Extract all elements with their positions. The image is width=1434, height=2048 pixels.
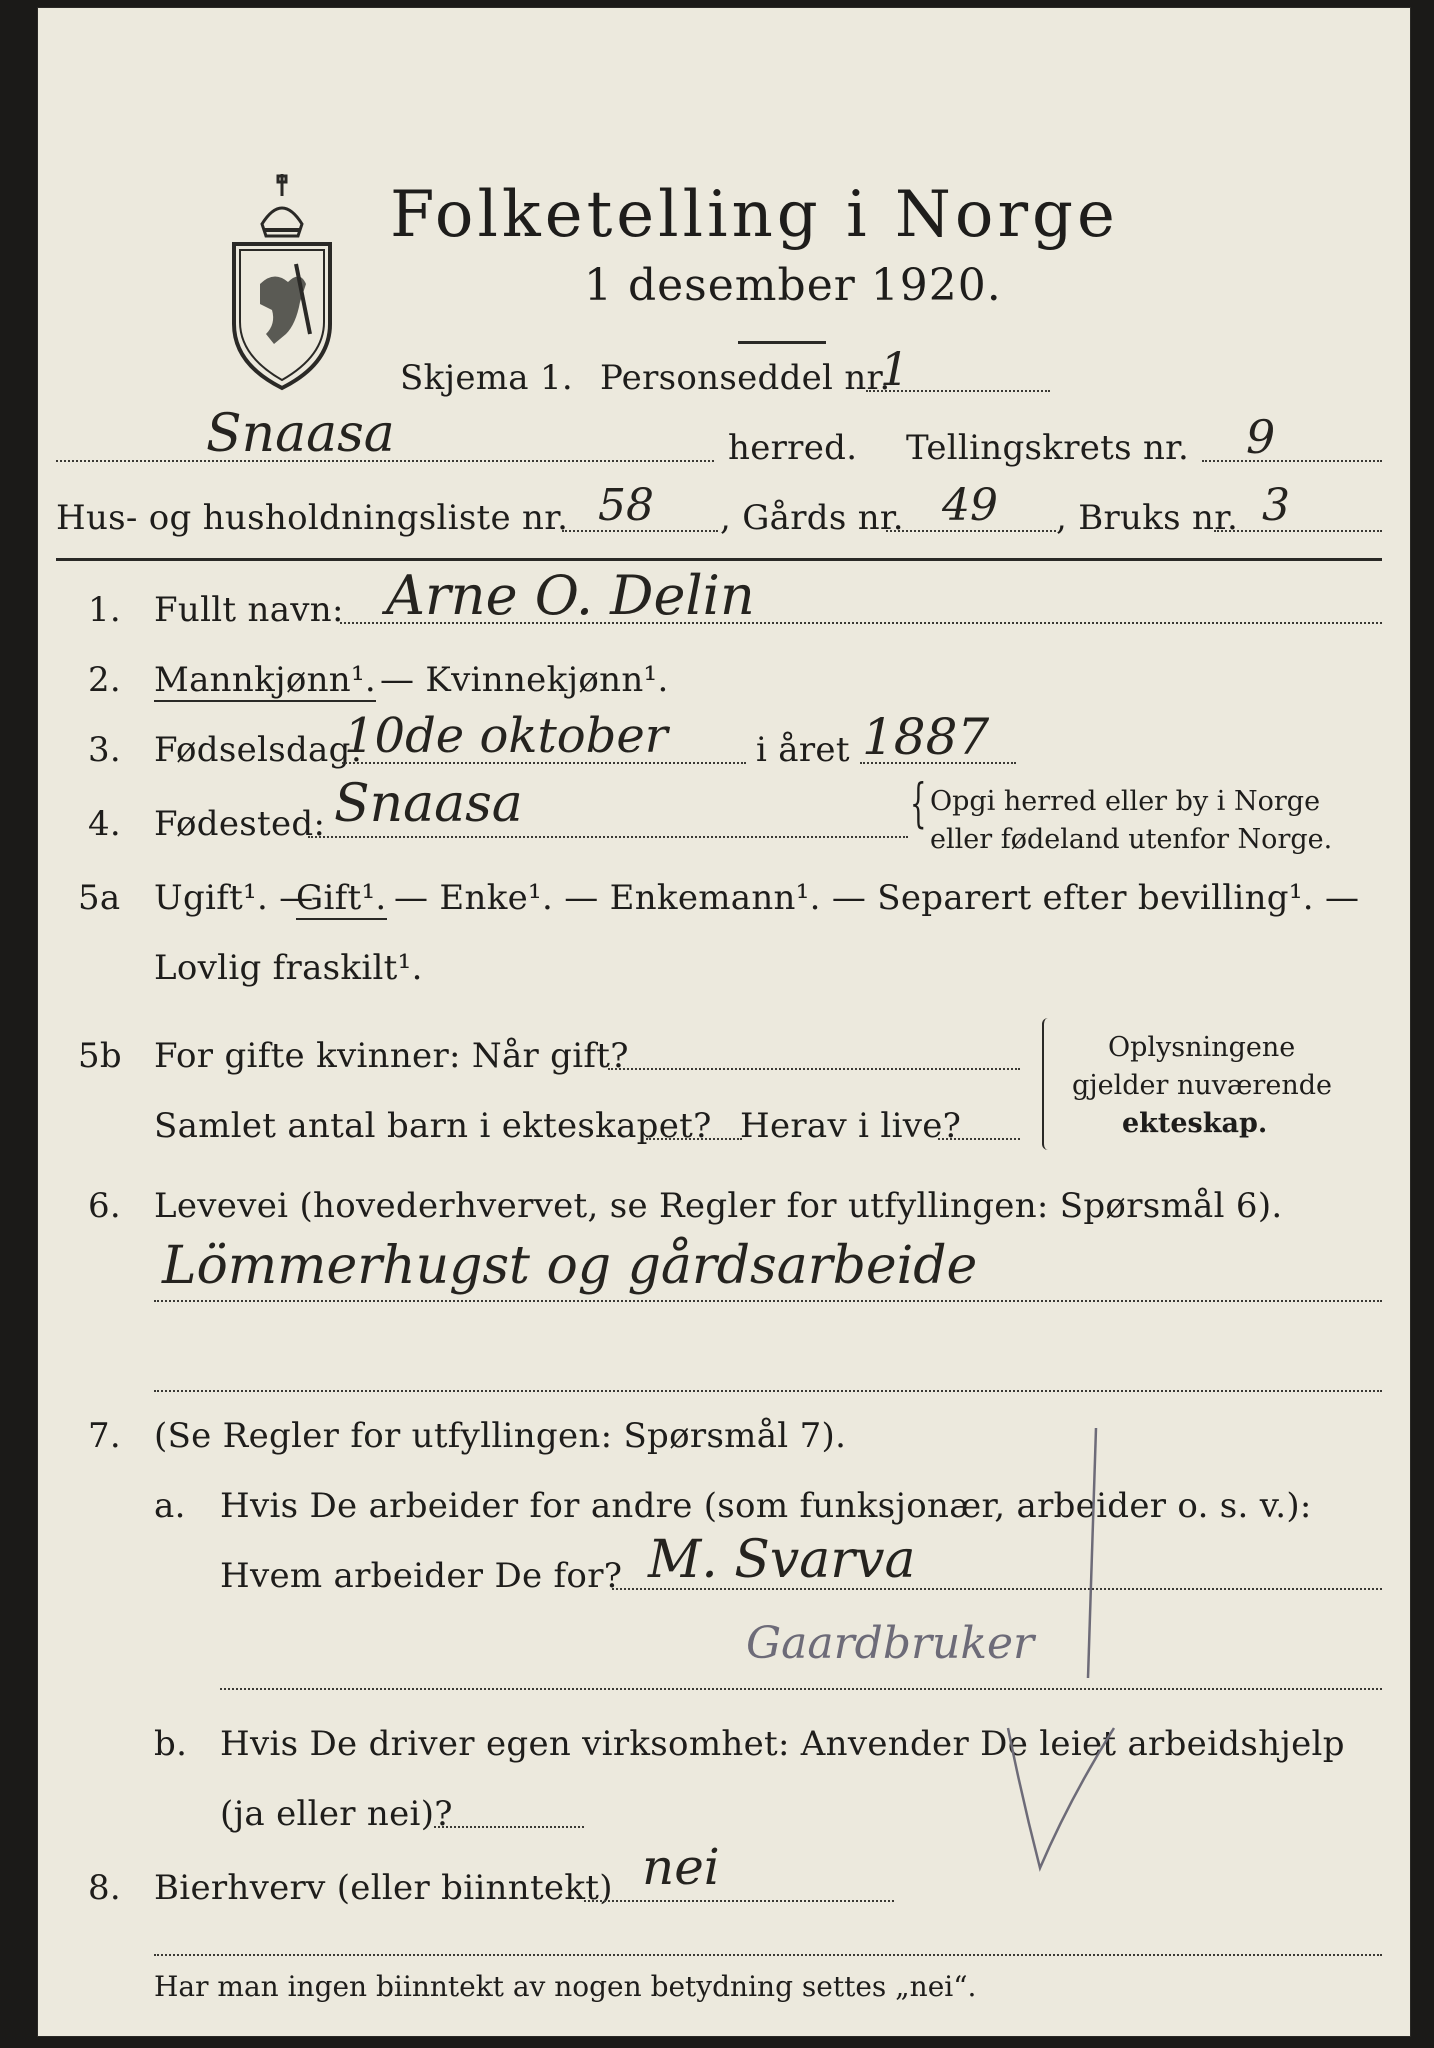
q7a-value: M. Svarva bbox=[648, 1530, 916, 1590]
gards-value: 49 bbox=[942, 480, 998, 531]
q4-note-line1: Opgi herred eller by i Norge bbox=[930, 786, 1321, 817]
q5b-married-line bbox=[608, 1068, 1020, 1070]
q5b-children-label: Samlet antal barn i ekteskapet? bbox=[154, 1106, 712, 1146]
tellingskrets-label: Tellingskrets nr. bbox=[906, 428, 1190, 468]
personseddel-label: Personseddel nr. bbox=[600, 358, 891, 398]
pencil-check-mark-icon bbox=[978, 1428, 1118, 1888]
q5b-alive-label: Herav i live? bbox=[740, 1106, 962, 1146]
q8-line bbox=[584, 1900, 894, 1902]
q7-number: 7. bbox=[88, 1416, 122, 1456]
q5a-other-options: — Enke¹. — Enkemann¹. — Separert efter bevilling¹. — bbox=[394, 878, 1360, 918]
title-rule bbox=[738, 341, 826, 344]
q3-number: 3. bbox=[88, 730, 122, 770]
bruks-label: , Bruks nr. bbox=[1056, 498, 1239, 538]
q6-line2 bbox=[154, 1390, 1382, 1392]
gards-label: , Gårds nr. bbox=[720, 498, 904, 538]
q1-label: Fullt navn: bbox=[154, 590, 344, 630]
q5b-children-line bbox=[646, 1138, 742, 1140]
q5a-gift-option: Gift¹. bbox=[296, 878, 387, 918]
q5a-number: 5a bbox=[78, 878, 121, 918]
q6-number: 6. bbox=[88, 1186, 122, 1226]
tellingskrets-value: 9 bbox=[1246, 410, 1276, 464]
q6-label: Levevei (hovederhvervet, se Regler for utfyllingen: Spørsmål 6). bbox=[154, 1186, 1283, 1226]
q4-value: Snaasa bbox=[334, 774, 523, 834]
q3-value: 10de oktober bbox=[344, 708, 668, 764]
q5b-note-line3: ekteskap. bbox=[1122, 1108, 1268, 1139]
q5b-bracket bbox=[1042, 1018, 1050, 1150]
q7a-line2 bbox=[220, 1688, 1382, 1690]
q2-female-option: — Kvinnekjønn¹. bbox=[380, 660, 669, 700]
q5b-note-line1: Oplysningene bbox=[1108, 1032, 1296, 1063]
q8-value: nei bbox=[642, 1838, 720, 1896]
q7b-label1: Hvis De driver egen virksomhet: Anvender De leiet arbeidshjelp bbox=[220, 1724, 1345, 1764]
form-date: 1 desember 1920. bbox=[584, 260, 1002, 311]
q1-value: Arne O. Delin bbox=[386, 564, 755, 627]
q8-number: 8. bbox=[88, 1868, 122, 1908]
herred-value: Snaasa bbox=[206, 404, 395, 464]
q7b-line bbox=[434, 1826, 584, 1828]
q4-note-line2: eller fødeland utenfor Norge. bbox=[930, 824, 1333, 855]
q4-number: 4. bbox=[88, 804, 122, 844]
footer-note: Har man ingen biinntekt av nogen betydning settes „nei“. bbox=[154, 1970, 977, 2003]
q3-year-label: i året bbox=[756, 730, 850, 770]
q4-brace: { bbox=[910, 774, 927, 834]
q5b-married-label: For gifte kvinner: Når gift? bbox=[154, 1036, 629, 1076]
q5b-note-line2: gjelder nuværende bbox=[1072, 1070, 1332, 1101]
schema-label: Skjema 1. bbox=[400, 358, 574, 398]
q6-line1 bbox=[154, 1300, 1382, 1302]
q5a-ugift: Ugift¹. — bbox=[154, 878, 314, 918]
q5b-alive-line bbox=[938, 1138, 1020, 1140]
q4-label: Fødested: bbox=[154, 804, 326, 844]
q7a-label1: Hvis De arbeider for andre (som funksjonær, arbeider o. s. v.): bbox=[220, 1486, 1312, 1526]
q7b-letter: b. bbox=[154, 1724, 188, 1764]
q7a-letter: a. bbox=[154, 1486, 186, 1526]
bruks-value: 3 bbox=[1262, 480, 1290, 531]
norway-coat-of-arms-icon bbox=[226, 174, 338, 392]
census-form-sheet bbox=[38, 8, 1410, 2036]
q5a-fraskilt: Lovlig fraskilt¹. bbox=[154, 948, 423, 988]
q8-extra-line bbox=[154, 1954, 1382, 1956]
q7b-label2: (ja eller nei)? bbox=[220, 1794, 453, 1834]
q4-line bbox=[308, 836, 908, 838]
q6-value: Lömmerhugst og gårdsarbeide bbox=[162, 1236, 978, 1296]
tellingskrets-line bbox=[1202, 460, 1382, 462]
q7-label: (Se Regler for utfyllingen: Spørsmål 7). bbox=[154, 1416, 847, 1456]
q2-male-option: Mannkjønn¹. bbox=[154, 660, 377, 700]
q7a-value2: Gaardbruker bbox=[746, 1618, 1035, 1669]
bruks-line bbox=[1214, 530, 1382, 532]
form-title: Folketelling i Norge bbox=[390, 178, 1119, 252]
q3-label: Fødselsdag: bbox=[154, 730, 363, 770]
q8-label: Bierhverv (eller biinntekt) bbox=[154, 1868, 613, 1908]
q1-number: 1. bbox=[88, 590, 122, 630]
personseddel-value: 1 bbox=[880, 342, 910, 396]
herred-label: herred. bbox=[728, 428, 858, 468]
hus-label: Hus- og husholdningsliste nr. bbox=[56, 498, 569, 538]
q3-year-value: 1887 bbox=[862, 708, 990, 766]
q7a-label2: Hvem arbeider De for? bbox=[220, 1556, 623, 1596]
q2-number: 2. bbox=[88, 660, 122, 700]
hus-value: 58 bbox=[598, 480, 654, 531]
header-rule bbox=[56, 558, 1382, 561]
q5b-number: 5b bbox=[78, 1036, 122, 1076]
